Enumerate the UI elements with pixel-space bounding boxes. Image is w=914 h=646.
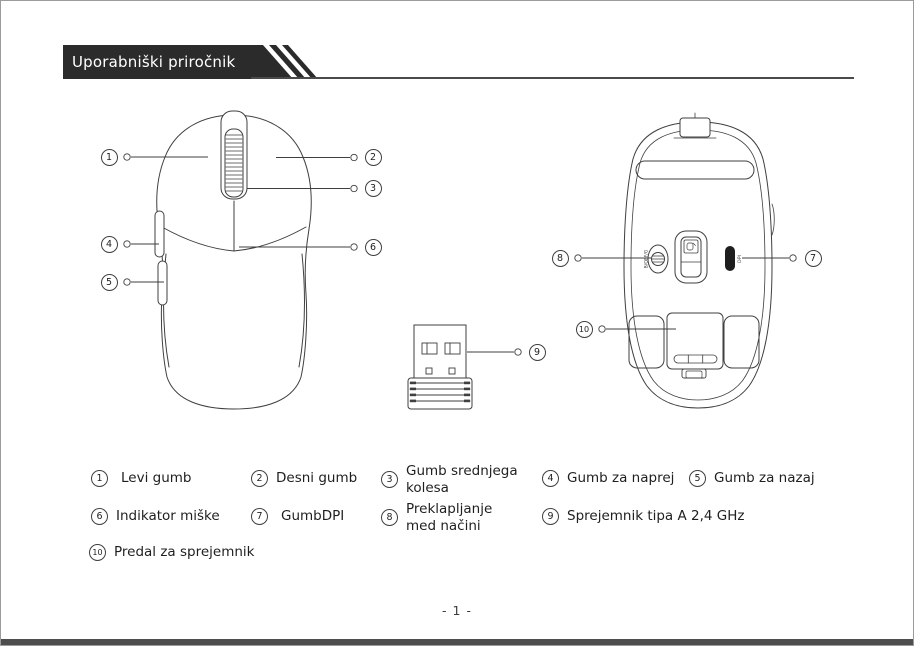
legend-number-4: 4 (542, 470, 559, 487)
legend-item-1 (91, 470, 191, 487)
legend-label-1: Levi gumb (121, 470, 192, 487)
callout-3: 3 (365, 180, 382, 197)
legend-item-8 (381, 501, 506, 535)
legend-label-3: Gumb srednjega kolesa (406, 463, 518, 496)
legend-number-5: 5 (689, 470, 706, 487)
legend-label-2: Desni gumb (276, 470, 358, 487)
callout-8: 8 (552, 250, 569, 267)
legend-number-8: 8 (381, 509, 398, 526)
legend-item-9 (542, 508, 744, 525)
callout-9: 9 (529, 344, 546, 361)
callout-7: 7 (805, 250, 822, 267)
legend-label-10: Predal za sprejemnik (114, 544, 255, 561)
callout-1: 1 (101, 149, 118, 166)
dpi-button-label: DPI (738, 255, 743, 263)
legend-item-7 (251, 508, 344, 525)
legend-number-9: 9 (542, 508, 559, 525)
callout-10: 10 (576, 321, 593, 338)
legend-item-10 (89, 544, 255, 561)
legend-number-10: 10 (89, 544, 106, 561)
legend-number-1: 1 (91, 470, 108, 487)
legend-item-4 (542, 470, 674, 487)
callout-6: 6 (365, 239, 382, 256)
legend-number-3: 3 (381, 471, 398, 488)
legend-label-8: Preklapljanje med načini (406, 501, 493, 534)
callout-2: 2 (365, 149, 382, 166)
legend-number-7: 7 (251, 508, 268, 525)
mode-switch-label: B/OFF/G (644, 249, 650, 269)
legend-label-6: Indikator miške (116, 508, 220, 525)
legend-label-5: Gumb za nazaj (714, 470, 815, 487)
page-title: Uporabniški priročnik (72, 53, 236, 71)
legend-item-2 (251, 470, 357, 487)
page-number: - 1 - (442, 603, 472, 618)
callout-4: 4 (101, 236, 118, 253)
callout-5: 5 (101, 274, 118, 291)
legend-number-2: 2 (251, 470, 268, 487)
footer-bar (1, 639, 913, 645)
legend-label-4: Gumb za naprej (567, 470, 675, 487)
legend-item-6 (91, 508, 220, 525)
legend-item-3 (381, 463, 531, 497)
legend-label-9: Sprejemnik tipa A 2,4 GHz (567, 508, 745, 525)
legend-label-7: GumbDPI (281, 508, 345, 525)
legend-item-5 (689, 470, 815, 487)
legend-number-6: 6 (91, 508, 108, 525)
